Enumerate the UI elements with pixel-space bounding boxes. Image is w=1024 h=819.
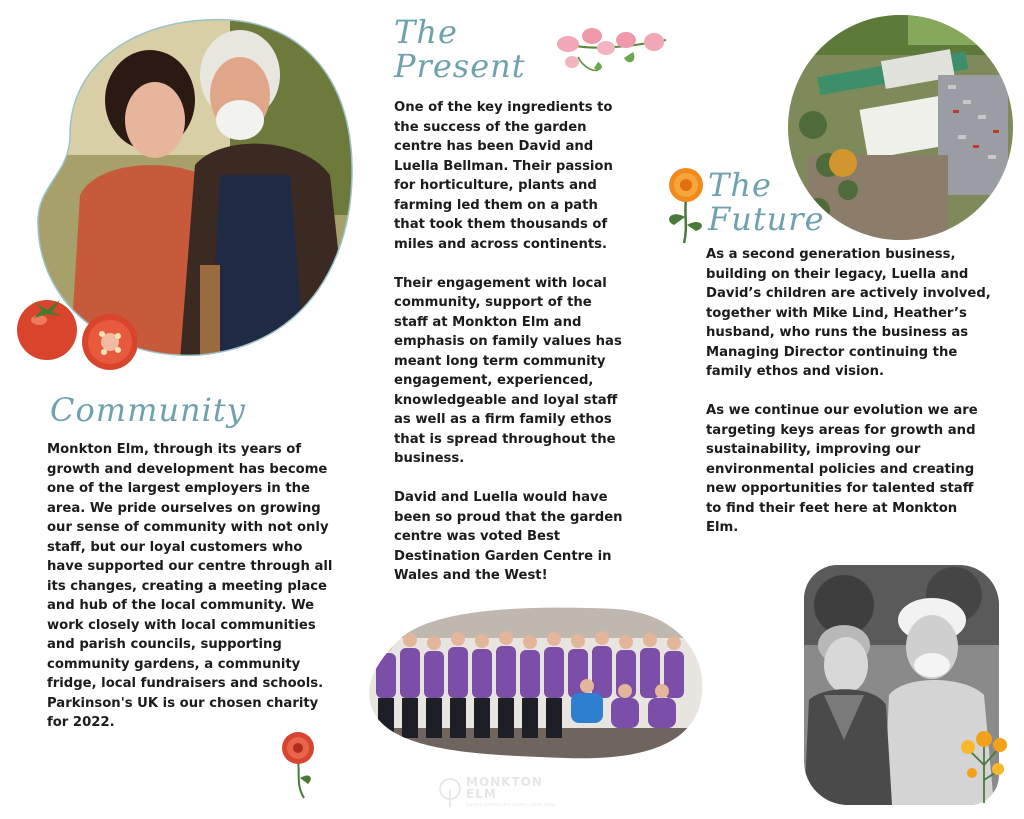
future-heading-line1: The [708,166,772,204]
present-heading-line1: The [394,13,458,51]
pink-blossom-icon [548,22,673,82]
community-text [47,440,342,752]
tree-logo-icon [438,778,462,808]
tomato-icon [12,282,137,372]
future-heading [708,168,825,236]
present-paragraph-2: Their engagement with local community, support of the staff at Monkton Elm and emphasis on family values has meant long term community engagement, experienced, knowledgeable and loyal staff as well as a firm family ethos that is spread throughout the business. [394,275,622,466]
present-heading [394,15,526,83]
logo-name [466,776,543,800]
logo-name-line2: ELM [466,787,497,801]
staff-group-photo [366,603,706,763]
yellow-flower-icon [958,725,1010,805]
present-text [394,98,629,605]
monkton-elm-logo [438,776,588,810]
future-paragraph-2: As we continue our evolution we are targeting keys areas for growth and sustainability, improving our environmental policies and creating new opportunities for talented staff to find their feet here at Monkton Elm. [706,403,978,535]
future-heading-line2: Future [708,200,825,238]
red-flower-icon [268,730,328,800]
community-heading: Community [50,391,246,429]
logo-tagline: Garden Centre | Pet Centre | Farm Shop [466,803,556,808]
present-paragraph-3: David and Luella would have been so proud that the garden centre was voted Best Destination Garden Centre in Wales and the West! [394,490,623,583]
future-text [706,245,991,557]
community-paragraph: Monkton Elm, through its years of growth and development has become one of the largest employers in the area. We pride ourselves on growing our sense of community with not only staff, but our loyal customers who have supported our centre through all its changes, creating a meeting place and hub of the local community. We work closely with local communities and parish councils, supporting community gardens, a community fridge, local fundraisers and schools. Parkinson's UK is our chosen charity for 2022. [47,442,333,730]
present-heading-line2: Present [394,47,526,85]
logo-name-line1: MONKTON [466,775,543,789]
orange-flower-icon [660,165,712,245]
future-paragraph-1: As a second generation business, building on their legacy, Luella and David’s children are actively involved, together with Mike Lind, Heather’s husband, who runs the business as Managing Director continuing the family ethos and vision. [706,247,991,379]
present-paragraph-1: One of the key ingredients to the success of the garden centre has been David and Luella Bellman. Their passion for horticulture, plants and farming led them on a path that took them thousands of miles and across continents. [394,100,613,252]
